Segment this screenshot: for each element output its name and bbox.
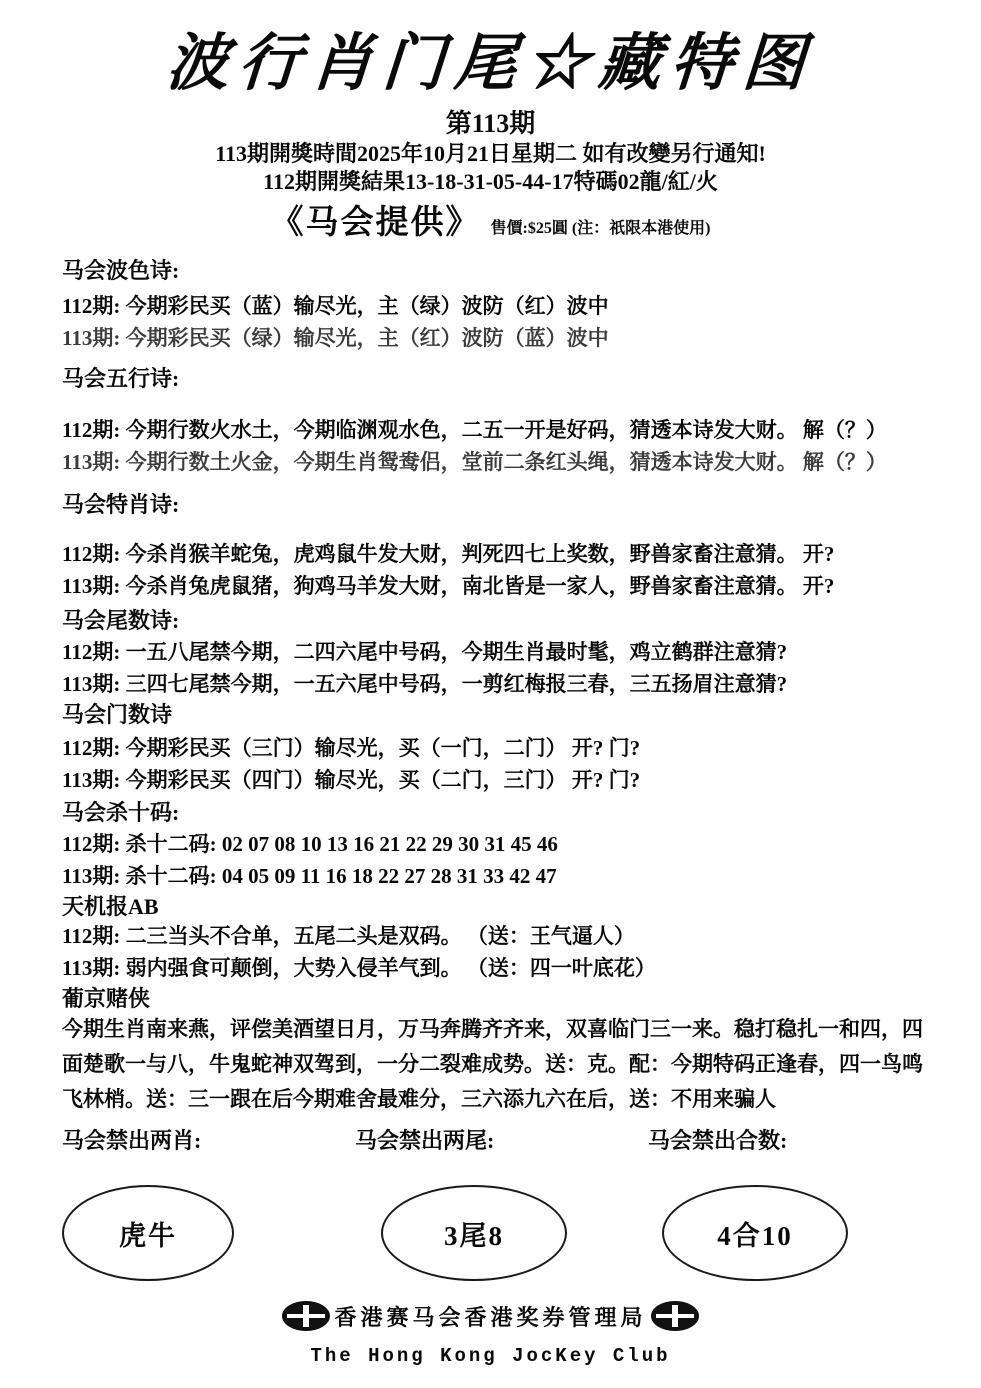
poem-line-112: 112期: 二三当头不合单，五尾二头是双码。 （送：王气逼人）: [62, 924, 635, 948]
section-heading: 马会五行诗:: [62, 366, 180, 391]
poem-line-113: 113期: 今杀肖兔虎鼠猪，狗鸡马羊发大财，南北皆是一家人，野兽家畜注意猜。 开?: [62, 574, 835, 598]
forbidden-two-tails: [355, 1127, 648, 1281]
forbidden-sum: [648, 1127, 941, 1281]
forbidden-two-zodiacs-value: 虎牛: [62, 1185, 234, 1281]
section-wave-color-poem: [62, 258, 951, 354]
poem-line-112: 112期: 今杀肖猴羊蛇兔，虎鸡鼠牛发大财，判死四七上奖数，野兽家畜注意猜。 开?: [62, 542, 835, 566]
hkjc-logo-icon: [282, 1301, 330, 1331]
poem-line-113: 113期: 今期行数土火金，今期生肖鸳鸯侣，堂前二条红头绳，猜透本诗发大财。 解（？）: [62, 450, 887, 474]
forbidden-two-tails-label: 马会禁出两尾:: [355, 1128, 495, 1153]
section-door-number-poem: [62, 702, 951, 796]
previous-draw-result: 112期開獎結果13-18-31-05-44-17特碼02龍/紅/火: [263, 169, 718, 194]
poem-line-112: 112期: 今期彩民买（蓝）输尽光，主（绿）波防（红）波中: [62, 294, 609, 318]
section-heading: 马会尾数诗:: [62, 608, 180, 633]
section-heading: 马会特肖诗:: [62, 492, 180, 517]
footer-org-en: The Hong Kong JocKey Club: [310, 1345, 671, 1367]
poem-line-112: 112期: 今期行数火水土，今期临渊观水色，二五一开是好码，猜透本诗发大财。 解（？）: [62, 418, 887, 442]
section-tianji-report: [62, 894, 951, 984]
section-tail-number-poem: [62, 608, 951, 700]
page-title: 波行肖门尾☆藏特图: [164, 30, 817, 98]
forbidden-sum-value: 4合10: [662, 1185, 848, 1281]
section-heading: 葡京赌侠: [62, 986, 151, 1011]
poem-line-113: 113期: 弱内强食可颠倒，大势入侵羊气到。 （送：四一叶底花）: [62, 956, 656, 980]
hkjc-logo-icon: [651, 1301, 699, 1331]
killed-numbers-112: 112期: 杀十二码: 02 07 08 10 13 16 21 22 29 30 31 45 46: [62, 832, 558, 856]
poem-line-113: 113期: 今期彩民买（绿）输尽光，主（红）波防（蓝）波中: [62, 326, 609, 350]
section-pujing-gambler: [62, 986, 951, 1117]
issue-number: 第113期: [445, 109, 536, 138]
footer-organization: [0, 1299, 981, 1333]
footer-org-cn: 香港赛马会香港奖券管理局: [334, 1304, 647, 1330]
killed-numbers-113: 113期: 杀十二码: 04 05 09 11 16 18 22 27 28 31 33 42 47: [62, 864, 557, 888]
price-note: 售價:$25圓 (注：祇限本港使用): [490, 220, 711, 237]
paragraph-line: 面楚歌一与八，牛鬼蛇神双驾到，一分二裂难成势。送：克。配：今期特码正逢春，四一鸟鸣: [62, 1052, 923, 1076]
draw-time-notice: 113期開獎時間2025年10月21日星期二 如有改變另行通知!: [215, 141, 766, 166]
forbidden-row: [62, 1127, 941, 1281]
section-special-zodiac-poem: [62, 492, 951, 602]
poem-line-112: 112期: 一五八尾禁今期，二四六尾中号码，今期生肖最时髦，鸡立鹤群注意猜?: [62, 640, 788, 664]
forbidden-sum-label: 马会禁出合数:: [648, 1128, 788, 1153]
poem-line-113: 113期: 三四七尾禁今期，一五六尾中号码，一剪红梅报三春，三五扬眉注意猜?: [62, 672, 788, 696]
provider-title: 《马会提供》: [270, 205, 481, 241]
poem-line-113: 113期: 今期彩民买（四门）输尽光，买（二门，三门） 开? 门?: [62, 768, 641, 792]
section-heading: 马会门数诗: [62, 702, 173, 727]
paragraph-line: 飞林梢。送：三一跟在后今期难舍最难分，三六添九六在后，送：不用来骗人: [62, 1087, 776, 1111]
forbidden-two-zodiacs: [62, 1127, 355, 1281]
section-five-elements-poem: [62, 366, 951, 478]
section-killed-numbers: [62, 800, 951, 892]
forbidden-two-zodiacs-label: 马会禁出两肖:: [62, 1128, 202, 1153]
paragraph-line: 今期生肖南来燕，评偿美酒望日月，万马奔腾齐齐来，双喜临门三一来。稳打稳扎一和四，四: [62, 1017, 923, 1041]
section-heading: 天机报AB: [62, 894, 159, 919]
forbidden-two-tails-value: 3尾8: [381, 1185, 567, 1281]
section-heading: 马会杀十码:: [62, 800, 180, 825]
poem-line-112: 112期: 今期彩民买（三门）输尽光，买（一门，二门） 开? 门?: [62, 736, 641, 760]
provider-line: [0, 202, 981, 244]
section-heading: 马会波色诗:: [62, 258, 180, 283]
